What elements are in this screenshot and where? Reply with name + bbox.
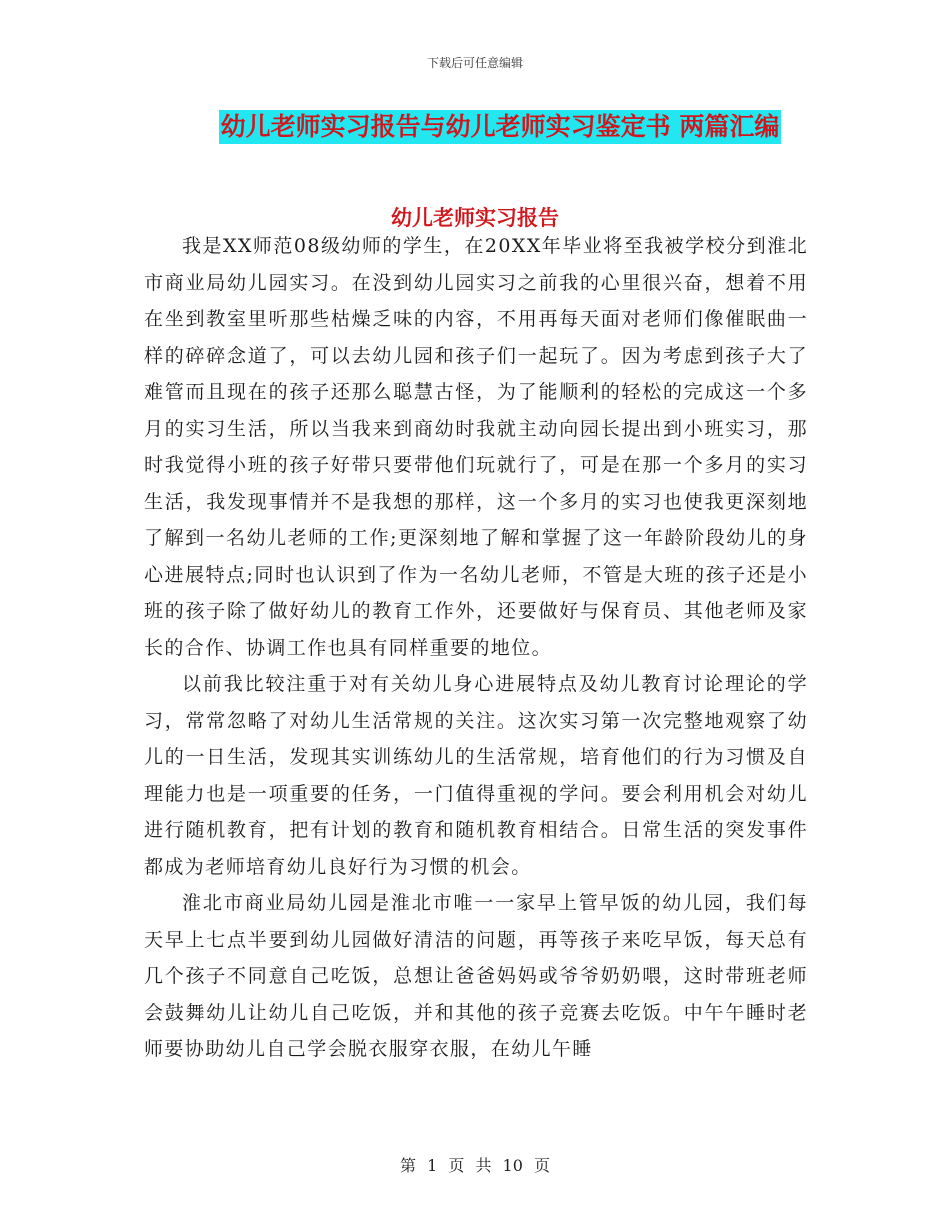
report-body	[144, 228, 808, 1068]
section-title: 幼儿老师实习报告	[391, 205, 559, 230]
page-number-footer: 第 1 页 共 10 页	[400, 1156, 550, 1175]
document-title-container	[0, 110, 950, 144]
paragraph: 我是XX师范08级幼师的学生，在20XX年毕业将至我被学校分到淮北市商业局幼儿园实习。在没到幼儿园实习之前我的心里很兴奋，想着不用在坐到教室里听那些枯燥乏味的内容，不用再每天面对老师们像催眠曲一样的碎碎念道了，可以去幼儿园和孩子们一起玩了。因为考虑到孩子大了难管而且现在的孩子还那么聪慧古怪，为了能顺利的轻松的完成这一个多月的实习生活，所以当我来到商幼时我就主动向园长提出到小班实习，那时我觉得小班的孩子好带只要带他们玩就行了，可是在那一个多月的实习生活，我发现事情并不是我想的那样，这一个多月的实习也使我更深刻地了解到一名幼儿老师的工作;更深刻地了解和掌握了这一年龄阶段幼儿的身心进展特点;同时也认识到了作为一名幼儿老师，不管是大班的孩子还是小班的孩子除了做好幼儿的教育工作外，还要做好与保育员、其他老师及家长的合作、协调工作也具有同样重要的地位。	[144, 235, 808, 659]
header-note: 下载后可任意编辑	[426, 56, 523, 70]
paragraph: 淮北市商业局幼儿园是淮北市唯一一家早上管早饭的幼儿园，我们每天早上七点半要到幼儿园做好清洁的问题，再等孩子来吃早饭，每天总有几个孩子不同意自己吃饭，总想让爸爸妈妈或爷爷奶奶喂，这时带班老师会鼓舞幼儿让幼儿自己吃饭，并和其他的孩子竞赛去吃饭。中午午睡时老师要协助幼儿自己学会脱衣服穿衣服，在幼儿午睡	[144, 892, 808, 1060]
paragraph: 以前我比较注重于对有关幼儿身心进展特点及幼儿教育讨论理论的学习，常常忽略了对幼儿生活常规的关注。这次实习第一次完整地观察了幼儿的一日生活，发现其实训练幼儿的生活常规，培育他们的行为习惯及自理能力也是一项重要的任务，一门值得重视的学问。要会利用机会对幼儿进行随机教育，把有计划的教育和随机教育相结合。日常生活的突发事件都成为老师培育幼儿良好行为习惯的机会。	[144, 673, 808, 878]
document-title: 幼儿老师实习报告与幼儿老师实习鉴定书 两篇汇编	[219, 110, 782, 144]
